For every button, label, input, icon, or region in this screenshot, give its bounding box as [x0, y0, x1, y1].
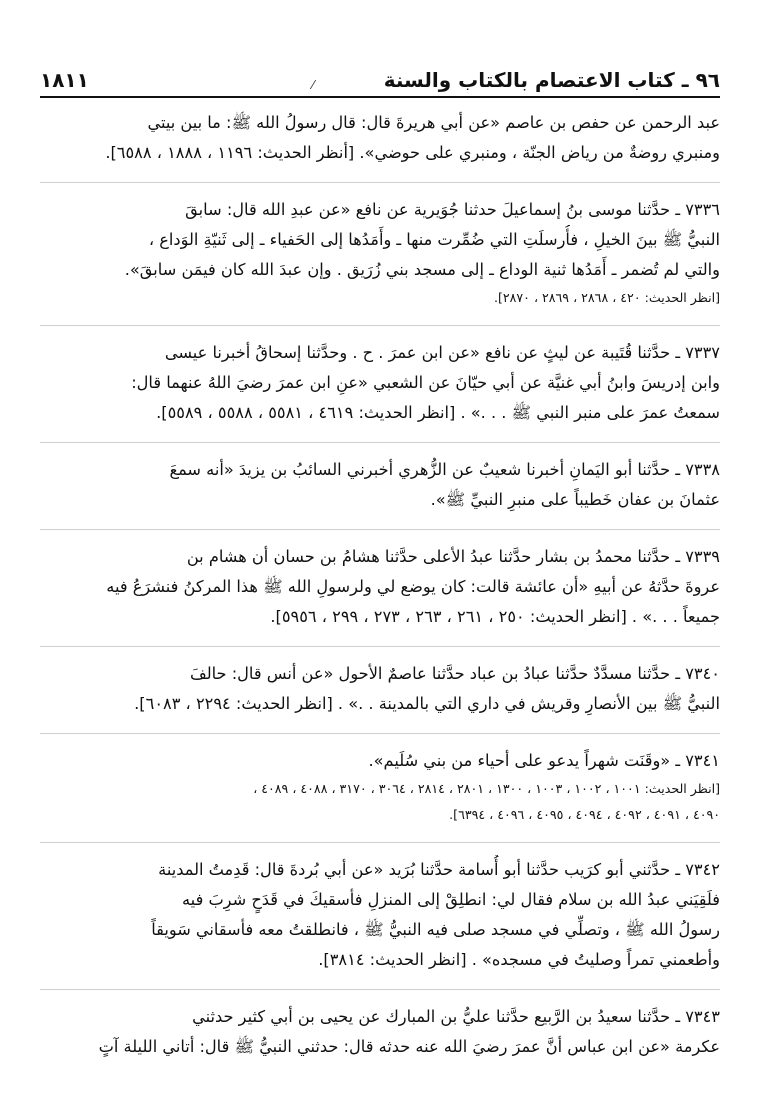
page-body: [40, 108, 720, 1086]
hadith-block: [40, 108, 720, 168]
divider: [40, 989, 720, 990]
text-line: ٧٣٣٧ ـ حدَّثنا قُتَيبة عن ليثٍ عن نافع «عن ابن عمرَ . ح . وحدَّثنا إسحاقُ أخبرنا عيسى: [164, 343, 720, 362]
text-line: والتي لم تُضمر ـ أَمَدُها ثنية الوداع ـ إلى مسجد بني زُرَيق . وإن عبدَ الله كان فيمَن سابقَ».: [124, 260, 720, 279]
hadith-reference: [انظر الحديث: ١٠٠١ ، ١٠٠٢ ، ١٠٠٣ ، ١٣٠٠ ، ٢٨٠١ ، ٢٨١٤ ، ٣٠٦٤ ، ٣١٧٠ ، ٤٠٨٨ ، ٤٠٨٩ ،: [253, 781, 720, 796]
hadith-7340: [40, 659, 720, 719]
hadith-7336: [40, 195, 720, 311]
divider: [40, 733, 720, 734]
text-line: النبيُّ ﷺ بين الأنصارِ وقريش في داري التي بالمدينة . .» . [انظر الحديث: ٢٢٩٤ ، ٦٠٨٣].: [134, 694, 720, 713]
hadith-7343: [40, 1002, 720, 1062]
divider: [40, 325, 720, 326]
hadith-7338: [40, 455, 720, 515]
text-line: سمعتُ عمرَ على منبر النبي ﷺ . . .» . [انظر الحديث: ٤٦١٩ ، ٥٥٨١ ، ٥٥٨٨ ، ٥٥٨٩].: [156, 403, 720, 422]
text-line: فلَقِيَني عبدُ الله بن سلام فقال لي: انطلِقْ إلى المنزلِ فأسقيكَ في قَدَحٍ شرِبَ فيه: [182, 890, 720, 909]
text-line: ٧٣٣٩ ـ حدَّثنا محمدُ بن بشار حدَّثنا عبدُ الأعلى حدَّثنا هشامُ بن حسان أن هشام بن: [186, 547, 720, 566]
text-line: جميعاً . . .» . [انظر الحديث: ٢٥٠ ، ٢٦١ ، ٢٦٣ ، ٢٧٣ ، ٢٩٩ ، ٥٩٥٦].: [270, 607, 720, 626]
text-line: ٧٣٤٢ ـ حدَّثني أبو كرَيب حدَّثنا أبو أُسامة حدَّثنا بُرَيد «عن أبي بُردةَ قال: قَدِمتُ المدينة: [158, 860, 720, 879]
text-line: عكرمة «عن ابن عباس أنَّ عمرَ رضيَ الله عنه حدثه قال: حدثني النبيُّ ﷺ قال: أتاني الليلة آتٍ: [98, 1037, 720, 1056]
text-line: عبد الرحمن عن حفص بن عاصم «عن أبي هريرةَ قال: قال رسولُ الله ﷺ: ما بين بيتي: [147, 113, 720, 132]
divider: [40, 442, 720, 443]
page-number: ١٨١١: [40, 68, 89, 92]
hadith-7337: [40, 338, 720, 428]
margin-mark: ⁄: [312, 78, 315, 92]
hadith-7339: [40, 542, 720, 632]
text-line: ٧٣٣٨ ـ حدَّثنا أبو اليَمانِ أخبرنا شعيبٌ عن الزُّهري أخبرني السائبُ بن يزيدَ «أنه سمعَ: [169, 460, 720, 479]
text-line: ٧٣٣٦ ـ حدَّثنا موسى بنُ إسماعيلَ حدثنا جُوَيرية عن نافع «عن عبدِ الله قال: سابقَ: [185, 200, 720, 219]
chapter-title: ٩٦ ـ كتاب الاعتصام بالكتاب والسنة: [383, 68, 720, 92]
text-line: النبيُّ ﷺ بينَ الخيلِ ، فأُرسلَتِ التي ضُمِّرت منها ـ وأَمَدُها إلى الحَفياء ـ إلى ثَنيّةِ الوَداع ،: [148, 230, 720, 249]
text-line: وأطعمني تمراً وصليتُ في مسجده» . [انظر الحديث: ٣٨١٤].: [318, 950, 720, 969]
text-line: عثمانَ بن عفان خَطيباً على منبرِ النبيِّ ﷺ».: [430, 490, 720, 509]
divider: [40, 182, 720, 183]
hadith-7341: [40, 746, 720, 828]
header-rule: [40, 96, 720, 98]
hadith-7342: [40, 855, 720, 975]
text-line: ٧٣٤٠ ـ حدَّثنا مسدَّدٌ حدَّثنا عبادُ بن عباد حدَّثنا عاصمٌ الأحول «عن أنس قال: حالفَ: [189, 664, 720, 683]
text-line: رسولُ الله ﷺ ، وتصلِّي في مسجد صلى فيه النبيُّ ﷺ ، فانطلقتُ معه فأسقاني سَويقاً: [151, 920, 720, 939]
text-line: عروةَ حدَّثهُ عن أبيهِ «أن عائشة قالت: كان يوضع لي ولرسولِ الله ﷺ هذا المركنُ فنشرَعُ فيه: [106, 577, 720, 596]
hadith-reference: ٤٠٩٠ ، ٤٠٩١ ، ٤٠٩٢ ، ٤٠٩٤ ، ٤٠٩٥ ، ٤٠٩٦ ، ٦٣٩٤].: [449, 807, 720, 822]
text-line: ومنبري روضةٌ من رياض الجنّة ، ومنبري على حوضي». [أنظر الحديث: ١١٩٦ ، ١٨٨٨ ، ٦٥٨٨].: [105, 143, 720, 162]
text-line: وابن إدريسَ وابنُ أبي غنيَّة عن أبي حيّانَ عن الشعبي «عنِ ابن عمرَ رضيَ اللهُ عنهما قال:: [131, 373, 720, 392]
text-line: ٧٣٤٣ ـ حدَّثنا سعيدُ بن الرَّبيع حدَّثنا عليُّ بن المبارك عن يحيى بن أبي كثير حدثني: [192, 1007, 720, 1026]
page-header: [40, 52, 720, 92]
divider: [40, 842, 720, 843]
hadith-reference: [انظر الحديث: ٤٢٠ ، ٢٨٦٨ ، ٢٨٦٩ ، ٢٨٧٠].: [493, 290, 720, 305]
text-line: ٧٣٤١ ـ «وقَنَت شهراً يدعو على أحياء من بني سُلَيم».: [368, 751, 720, 770]
divider: [40, 646, 720, 647]
divider: [40, 529, 720, 530]
